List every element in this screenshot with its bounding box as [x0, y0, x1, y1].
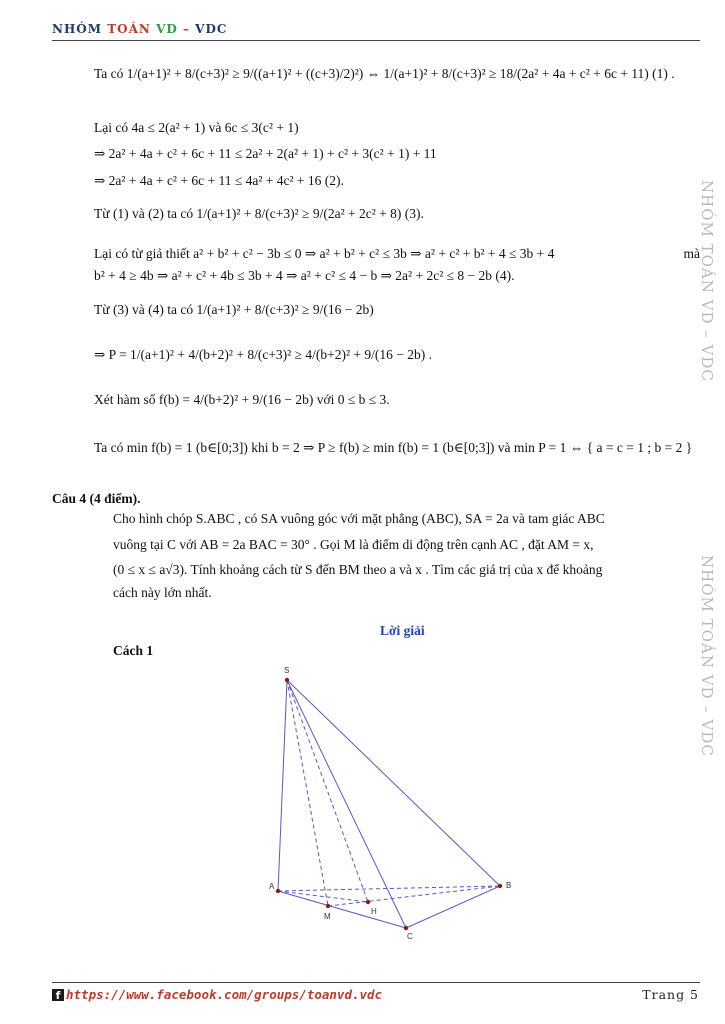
question-line-3: (0 ≤ x ≤ a√3). Tính khoảng cách từ S đến BM theo a và x . Tìm các giá trị của x để khoảng	[113, 562, 603, 577]
header-part: –	[177, 22, 196, 36]
point-S	[285, 678, 289, 682]
math-line-5: Từ (1) và (2) ta có 1/(a+1)² + 8/(c+3)² ≥ 9/(2a² + 2c² + 8) (3).	[94, 206, 424, 221]
math-line-8: Từ (3) và (4) ta có 1/(a+1)² + 8/(c+3)² ≥ 9/(16 − 2b)	[94, 302, 374, 317]
header-part: VDC	[195, 22, 228, 36]
math-line-10: Xét hàm số f(b) = 4/(b+2)² + 9/(16 − 2b) với 0 ≤ b ≤ 3.	[94, 392, 390, 407]
label-S: S	[284, 666, 290, 675]
label-H: H	[371, 907, 377, 916]
point-B	[498, 884, 502, 888]
math-line-4: ⇒ 2a² + 4a + c² + 6c + 11 ≤ 4a² + 4c² + 16 (2).	[94, 173, 344, 188]
math-line-1: Ta có 1/(a+1)² + 8/(c+3)² ≥ 9/((a+1)² + ((c+3)/2)²) ⇔ 1/(a+1)² + 8/(c+3)² ≥ 18/(2a² + 4a + c² + 6c + 11) (1) .	[94, 66, 675, 81]
pyramid-figure	[250, 660, 530, 945]
edge-CB	[406, 886, 500, 928]
edge-SC	[287, 680, 406, 928]
edge-SH	[287, 680, 368, 902]
label-B: B	[506, 881, 512, 890]
solution-title: Lời giải	[380, 623, 425, 638]
math-line-7: b² + 4 ≥ 4b ⇒ a² + c² + 4b ≤ 3b + 4 ⇒ a² + c² ≤ 4 − b ⇒ 2a² + 2c² ≤ 8 − 2b (4).	[94, 268, 515, 283]
page-number: Trang 5	[642, 987, 699, 1002]
side-watermark: NHÓM TOÁN VD – VDC	[698, 180, 716, 382]
header-part: VD	[156, 22, 178, 36]
math-line-3: ⇒ 2a² + 4a + c² + 6c + 11 ≤ 2a² + 2(a² + 1) + c² + 3(c² + 1) + 11	[94, 146, 437, 161]
header-part: TOÁN	[107, 22, 157, 36]
point-H	[366, 900, 370, 904]
math-line-6	[94, 246, 700, 262]
facebook-icon: f	[52, 989, 64, 1001]
header-part: NHÓM	[52, 22, 108, 36]
label-C: C	[407, 932, 413, 941]
question-line-4: cách này lớn nhất.	[113, 585, 212, 600]
label-A: A	[269, 882, 275, 891]
edge-AH	[278, 891, 368, 902]
point-A	[276, 889, 280, 893]
math-line-6-end: mà	[683, 246, 700, 261]
question-line-2: vuông tại C với AB = 2a BAC = 30° . Gọi M là điểm di động trên cạnh AC , đặt AM = x,	[113, 537, 594, 552]
math-line-11: Ta có min f(b) = 1 (b∈[0;3]) khi b = 2 ⇒ P ≥ f(b) ≥ min f(b) = 1 (b∈[0;3]) và min P = 1 ⇔ { a = c = 1 ; b = 2 }	[94, 440, 693, 455]
math-line-2: Lại có 4a ≤ 2(a² + 1) và 6c ≤ 3(c² + 1)	[94, 120, 299, 135]
method-title: Cách 1	[113, 643, 154, 658]
edge-SA	[278, 680, 287, 891]
page-header	[52, 22, 227, 36]
math-line-6-main: Lại có từ giả thiết a² + b² + c² − 3b ≤ 0 ⇒ a² + b² + c² ≤ 3b ⇒ a² + c² + b² + 4 ≤ 3b + 4	[94, 246, 555, 261]
edge-AC	[278, 891, 406, 928]
header-rule	[52, 40, 700, 41]
point-M	[326, 904, 330, 908]
label-M: M	[324, 912, 331, 921]
footer-url[interactable]: https://www.facebook.com/groups/toanvd.vdc	[66, 987, 383, 1002]
math-line-9: ⇒ P = 1/(a+1)² + 4/(b+2)² + 8/(c+3)² ≥ 4/(b+2)² + 9/(16 − 2b) .	[94, 347, 433, 362]
question-line-1: Cho hình chóp S.ABC , có SA vuông góc với mặt phẳng (ABC), SA = 2a và tam giác ABC	[113, 511, 605, 526]
edge-MB	[328, 886, 500, 906]
edge-AB	[278, 886, 500, 891]
footer-rule	[52, 982, 700, 983]
question-title: Câu 4 (4 điểm).	[52, 491, 141, 506]
footer-link[interactable]	[52, 987, 382, 1002]
point-C	[404, 926, 408, 930]
side-watermark: NHÓM TOÁN VD – VDC	[698, 555, 716, 757]
